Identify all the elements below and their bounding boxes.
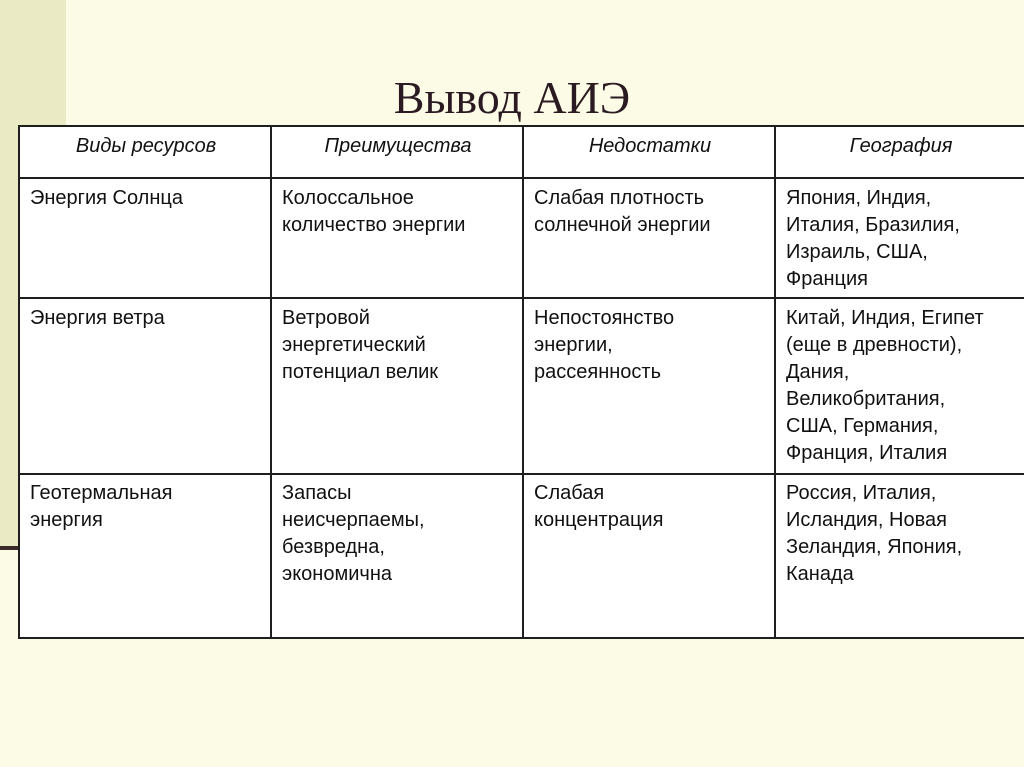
cell-resource bbox=[19, 178, 271, 298]
cell-line: Дания, bbox=[786, 361, 850, 383]
header-advantages: Преимущества bbox=[271, 126, 523, 178]
cell-line: неисчерпаемы, bbox=[282, 509, 425, 531]
cell-line: Колоссальное bbox=[282, 187, 414, 209]
cell-line: Россия, Италия, bbox=[786, 482, 937, 504]
cell-line: энергии, bbox=[534, 334, 613, 356]
cell-line: Непостоянство bbox=[534, 307, 675, 329]
cell-line: Зеландия, Япония, bbox=[786, 536, 963, 558]
cell-geography bbox=[775, 178, 1024, 298]
cell-line: Китай, Индия, Египет bbox=[786, 307, 984, 329]
cell-line: Слабая плотность bbox=[534, 187, 705, 209]
table-header-row bbox=[19, 126, 1024, 178]
cell-line: Геотермальная bbox=[30, 482, 173, 504]
header-geography: География bbox=[775, 126, 1024, 178]
cell-disadvantages bbox=[523, 178, 775, 298]
header-disadvantages: Недостатки bbox=[523, 126, 775, 178]
cell-line: (еще в древности), bbox=[786, 334, 963, 356]
cell-line: Исландия, Новая bbox=[786, 509, 947, 531]
cell-resource bbox=[19, 474, 271, 638]
table-row bbox=[19, 178, 1024, 298]
table-row bbox=[19, 474, 1024, 638]
cell-line: Энергия Солнца bbox=[30, 187, 183, 209]
table-row bbox=[19, 298, 1024, 474]
cell-line: Ветровой bbox=[282, 307, 370, 329]
cell-line: концентрация bbox=[534, 509, 664, 531]
cell-geography bbox=[775, 298, 1024, 474]
cell-disadvantages bbox=[523, 474, 775, 638]
cell-line: потенциал велик bbox=[282, 361, 439, 383]
cell-line: солнечной энергии bbox=[534, 214, 711, 236]
cell-line: Канада bbox=[786, 563, 854, 585]
cell-advantages bbox=[271, 178, 523, 298]
cell-line: Слабая bbox=[534, 482, 605, 504]
cell-advantages bbox=[271, 298, 523, 474]
cell-resource bbox=[19, 298, 271, 474]
cell-geography bbox=[775, 474, 1024, 638]
cell-line: Италия, Бразилия, bbox=[786, 214, 960, 236]
header-resource-types: Виды ресурсов bbox=[19, 126, 271, 178]
energy-resources-table bbox=[18, 125, 1024, 639]
cell-line: энергетический bbox=[282, 334, 426, 356]
left-decorative-rule bbox=[0, 546, 20, 550]
cell-line: количество энергии bbox=[282, 214, 466, 236]
cell-line: Великобритания, bbox=[786, 388, 946, 410]
cell-line: экономична bbox=[282, 563, 392, 585]
cell-line: Япония, Индия, bbox=[786, 187, 932, 209]
slide-title: Вывод АИЭ bbox=[393, 72, 631, 123]
cell-advantages bbox=[271, 474, 523, 638]
cell-line: Запасы bbox=[282, 482, 352, 504]
cell-line: энергия bbox=[30, 509, 103, 531]
cell-line: Франция bbox=[786, 268, 868, 290]
cell-disadvantages bbox=[523, 298, 775, 474]
cell-line: США, Германия, bbox=[786, 415, 939, 437]
cell-line: Энергия ветра bbox=[30, 307, 165, 329]
cell-line: Франция, Италия bbox=[786, 442, 948, 464]
cell-line: рассеянность bbox=[534, 361, 661, 383]
cell-line: безвредна, bbox=[282, 536, 385, 558]
cell-line: Израиль, США, bbox=[786, 241, 928, 263]
